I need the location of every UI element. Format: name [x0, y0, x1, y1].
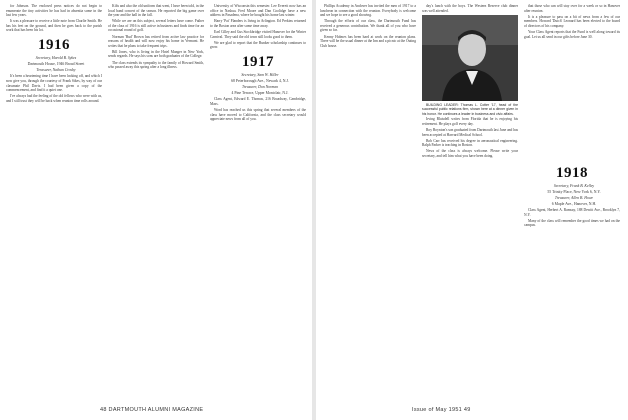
paragraph: Kenny Holmes has been hard at work on the reunion plans. There will be the usual dinner at the Inn and a picnic at the Outing Club house. [320, 34, 416, 48]
paragraph: While we are on this subject, several letters have come. Father of the class of 1916 is still active in business and finds time for an occasional round of golf. [108, 19, 204, 33]
class-year-heading-1918: 1918 [556, 164, 588, 181]
paragraph: Phillips Academy in Andover has invited the men of 1917 to a luncheon in connection with the reunion. Everybody is welcome and we hope to see a good showing. [320, 4, 416, 18]
class-secretary-address: 68 Peterborough Ave., Newark 4, N.J. [231, 78, 289, 83]
left-page [0, 0, 312, 420]
paragraph: that those who can will stay over for a week or so in Hanover after reunion. [524, 4, 620, 13]
paragraph: Class Agent, Herbert A. Ramsay, 188 Dewitt Ave., Brooklyn 7, N.Y. [524, 208, 620, 217]
paragraph: It was a pleasure to receive a little note from Charlie Smith. He has his feet on the ground, and then he goes back to the parish work that has been his lot. [6, 19, 102, 33]
paragraph: Bill Jones, who is living in the Hotel Manger in New York, sends regards. He says his sons are both graduates of the College. [108, 49, 204, 59]
photo-caption: BUILDING LEADER: Thomas L. Cotter '17, head of the successful public relations firm, shown here at a dinner given in his honor. He continues a leader in business and civic affairs. [422, 103, 518, 116]
page-footer-right: Issue of May 1951 49 [412, 407, 471, 413]
page-footer-left: 48 DARTMOUTH ALUMNI MAGAZINE [100, 407, 204, 413]
paragraph: University of Wisconsin this semester. Lee Everett now has an office in Nashua. Fred Moore and Dan Coolidge have a new address in Pasadena, where he bought his home last winter. [210, 4, 306, 18]
paragraph: Through the efforts of our class, the Dartmouth Fund has received a generous contribution. We thank all of you who have given so far. [320, 19, 416, 33]
paragraph: Many of the class will remember the good times we had on the campus. [524, 218, 620, 228]
portrait-image [422, 15, 518, 101]
class-treasurer: Treasurer, Nathan Crosby [36, 68, 76, 73]
paragraph: I've always had the feeling of the old fellows who were with us, and I still trust they will be back when reunion time rolls around. [6, 94, 102, 103]
class-secretary: Secretary, Harold B. Sykes [35, 56, 77, 61]
paragraph: News of the class is always welcome. Please write your secretary, and tell him what you have been doing. [422, 149, 518, 158]
paragraph: The class extends its sympathy to the family of Howard Smith, who passed away this spring after a long illness. [108, 60, 204, 70]
class-treasurer: Treasurer, Allen B. Howe [554, 195, 594, 200]
paragraph: Irving Blaisdell writes from Florida that he is enjoying his retirement. He plays golf every day. [422, 117, 518, 126]
paragraph: Harry 'Pat' Flanders is living in Arlington. Ed Perkins returned to the Boston area after some time away. [210, 19, 306, 28]
paragraph: Word has reached us this spring that several members of the class have moved to California, and the class secretary would appreciate news from all of you. [210, 107, 306, 122]
right-page [316, 0, 628, 420]
class-secretary: Secretary, Frank B. Kelley [553, 183, 595, 188]
paragraph: Norman 'Bud' Brown has retired from active law practice for reasons of health and will now enjoy his home in Vermont. He writes that he plans to take frequent trips. [108, 34, 204, 48]
paragraph: Earl Cilley and Gus Stockbridge visited Hanover for the Winter Carnival. They said the old town still looks good to them. [210, 29, 306, 39]
class-treasurer-address: 6 Maple Ave., Hanover, N.H. [551, 201, 597, 206]
column-spacer [524, 41, 620, 161]
right-column-1 [320, 4, 416, 396]
paragraph: Bob Carr has received his degree in aeronautical engineering. Ralph Parker is teaching in Boston. [422, 138, 518, 148]
class-year-heading-1917: 1917 [242, 53, 274, 70]
paragraph: Your Class Agent reports that the Fund is well along toward its goal. Let us all send in our gifts before June 30. [524, 29, 620, 39]
left-column-3 [210, 4, 306, 396]
class-secretary-address: Dartmouth House, 1946 Broad Street [27, 62, 85, 67]
paragraph: It's been a heartening time I have been looking off, and which I now give you, through the courtesy of Frank Sikes, by way of our classmate Phil Davis. I had been given a copy of the commencement, and find it a quiet one. [6, 74, 102, 93]
paragraph: for Johnson. The enclosed press notices do not begin to enumerate the tiny activities he has had in absentia some in the last few years. [6, 4, 102, 18]
class-treasurer-address: 4 Pine Terrace, Upper Montclair, N.J. [231, 91, 289, 96]
class-secretary: Secretary, Sam W. Hiller [241, 72, 279, 77]
paragraph: Roy Boynton's son graduated from Dartmouth last June and has been accepted at Harvard Medical School. [422, 127, 518, 137]
right-column-2 [422, 4, 518, 396]
paragraph: Kilts and also the old uniform that went, I have been told, in the local band concert of the season. He reported the big game over the year and the ball in the fall. [108, 4, 204, 18]
paragraph: It is a pleasure to pass on a bit of news from a few of our members. Howard 'Dutch' Leonard has been elected to the board of directors of his company. [524, 14, 620, 28]
left-column-2 [108, 4, 204, 396]
right-column-3 [524, 4, 620, 396]
portrait-photo [422, 15, 518, 101]
class-year-heading-1916: 1916 [38, 37, 70, 54]
class-treasurer: Treasurer, Don Norman [241, 85, 279, 90]
paragraph: Class Agent, Edward E. Thomas, 216 Broadway, Cambridge, Mass. [210, 97, 306, 106]
class-secretary-address: 55 Trinity Place, New York 6, N.Y. [547, 189, 601, 194]
paragraph: day's lunch with the boys. The Western Reserve club dinner was well attended. [422, 4, 518, 13]
left-column-1 [6, 4, 102, 396]
paragraph: We are glad to report that the Bunker scholarship continues to grow. [210, 40, 306, 50]
